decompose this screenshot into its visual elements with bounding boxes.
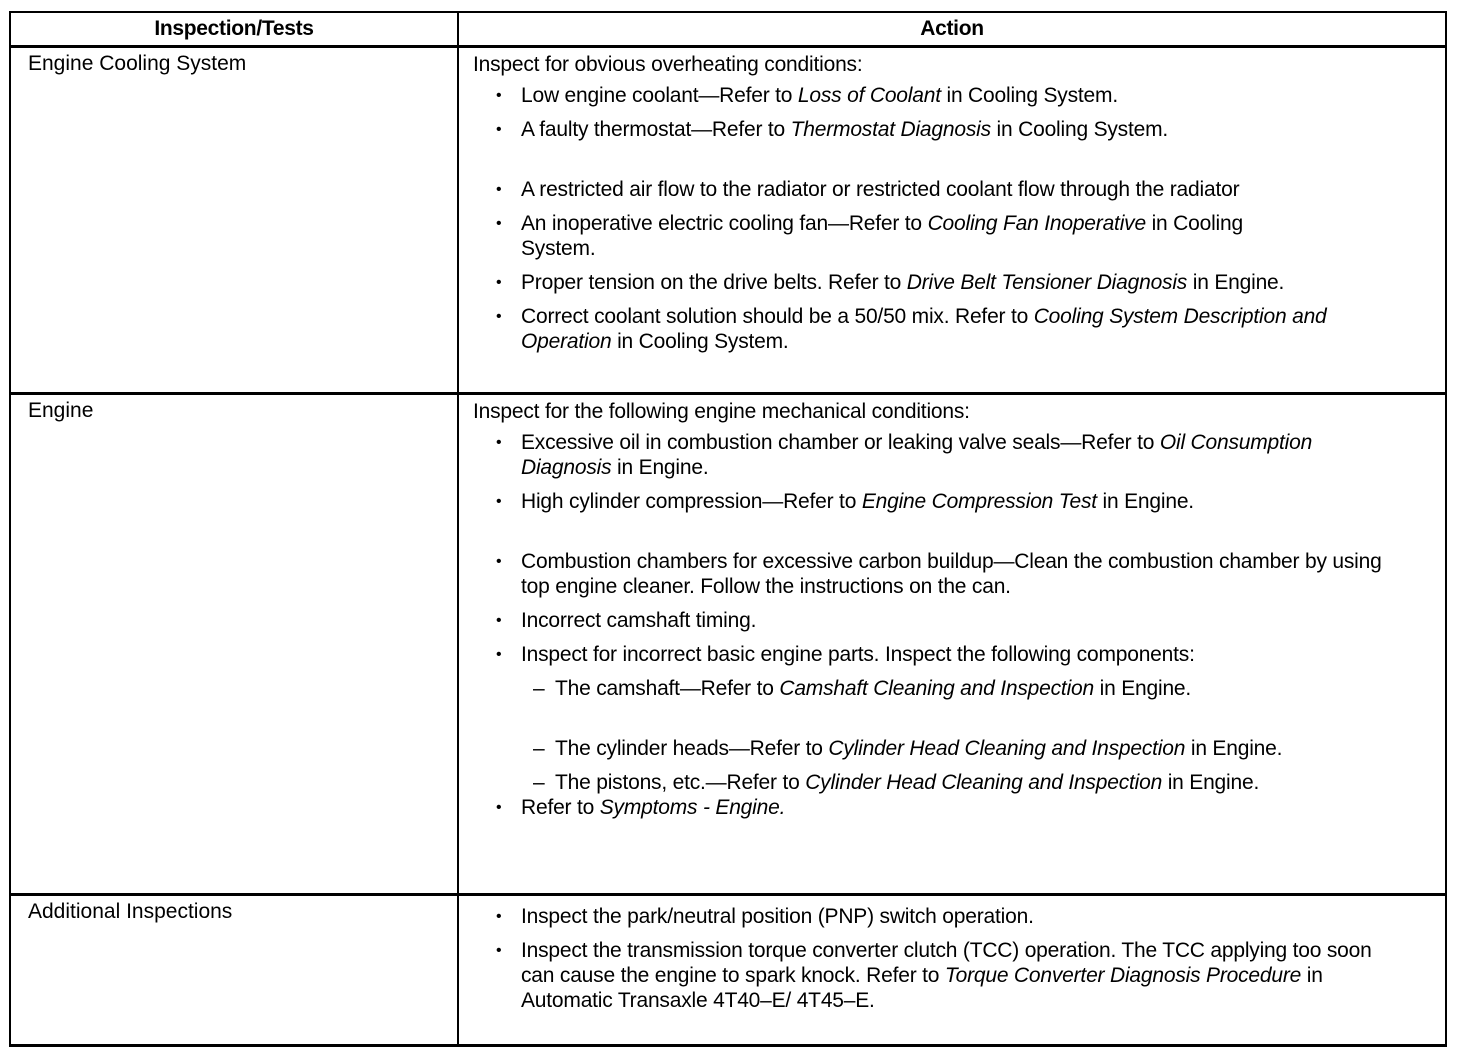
header-action: Action <box>458 12 1446 47</box>
component-sublist <box>521 676 1437 795</box>
action-list <box>473 904 1437 1013</box>
sublist-item: – The cylinder heads—Refer to Cylinder Head Cleaning and Inspection in Engine. <box>533 737 1283 760</box>
bullet-icon: • <box>496 215 502 232</box>
reference-link: Camshaft Cleaning and Inspection <box>779 677 1094 700</box>
action-cell <box>458 895 1446 1046</box>
list-item: • Refer to Symptoms - Engine. <box>496 796 786 819</box>
table-row <box>10 895 1446 1046</box>
action-intro: Inspect for the following engine mechanical conditions: <box>473 400 970 423</box>
list-item: • Proper tension on the drive belts. Refer to Drive Belt Tensioner Diagnosis in Engine. <box>496 271 1285 294</box>
bullet-icon: • <box>496 908 502 925</box>
bullet-icon: • <box>496 181 502 198</box>
bullet-icon: • <box>496 942 502 959</box>
sublist-item: – The camshaft—Refer to Camshaft Cleaning and Inspection in Engine. <box>533 677 1192 700</box>
sublist-item: – The pistons, etc.—Refer to Cylinder Head Cleaning and Inspection in Engine. <box>533 771 1260 794</box>
list-item: • Incorrect camshaft timing. <box>496 609 757 632</box>
bullet-icon: • <box>496 87 502 104</box>
dash-icon: – <box>533 677 545 700</box>
table-row <box>10 47 1446 394</box>
inspection-table <box>9 11 1447 1047</box>
header-inspection-tests: Inspection/Tests <box>10 12 458 47</box>
list-item: • Correct coolant solution should be a 50/50 mix. Refer to Cooling System Description and Operation in Cooling System. <box>496 305 1327 353</box>
action-intro: Inspect for obvious overheating conditions: <box>473 53 863 76</box>
bullet-icon: • <box>496 493 502 510</box>
bullet-icon: • <box>496 553 502 570</box>
reference-link: Cooling System Description and Operation <box>521 305 1327 353</box>
dash-icon: – <box>533 771 545 794</box>
bullet-icon: • <box>496 799 502 816</box>
list-item: • Excessive oil in combustion chamber or leaking valve seals—Refer to Oil Consumption Diagnosis in Engine. <box>496 431 1313 479</box>
reference-link: Cylinder Head Cleaning and Inspection <box>828 737 1186 760</box>
list-item: • A faulty thermostat—Refer to Thermostat Diagnosis in Cooling System. <box>496 118 1169 141</box>
list-item: • High cylinder compression—Refer to Engine Compression Test in Engine. <box>496 490 1194 513</box>
dash-icon: – <box>533 737 545 760</box>
inspection-cell: Engine Cooling System <box>10 47 458 394</box>
reference-link: Cooling Fan Inoperative <box>927 212 1146 235</box>
table-row <box>10 394 1446 895</box>
action-cell <box>458 394 1446 895</box>
action-cell <box>458 47 1446 394</box>
reference-link: Cylinder Head Cleaning and Inspection <box>805 771 1163 794</box>
list-item: • Low engine coolant—Refer to Loss of Coolant in Cooling System. <box>496 84 1118 107</box>
list-item: • Inspect for incorrect basic engine parts. Inspect the following components: – The camshaft—Refer to Camshaft Cleaning and Inspection in Engine. – The cylinder heads—Refer to Cylinder Head Cleaning and Inspection in Engine. – The pistons, etc.—Refer to Cylinder Head Cleaning and Inspection in Engine. <box>473 642 1437 795</box>
reference-link: Loss of Coolant <box>797 84 941 107</box>
list-item: • A restricted air flow to the radiator or restricted coolant flow through the radiator <box>496 178 1240 201</box>
bullet-icon: • <box>496 308 502 325</box>
action-list <box>473 83 1437 354</box>
inspection-cell: Additional Inspections <box>10 895 458 1046</box>
bullet-icon: • <box>496 612 502 629</box>
reference-link: Drive Belt Tensioner Diagnosis <box>906 271 1188 294</box>
bullet-icon: • <box>496 646 502 663</box>
list-item: • Inspect the park/neutral position (PNP) switch operation. <box>496 905 1034 928</box>
reference-link: Engine Compression Test <box>861 490 1097 513</box>
reference-link: Thermostat Diagnosis <box>790 118 991 141</box>
list-item: • An inoperative electric cooling fan—Refer to Cooling Fan Inoperative in Cooling System. <box>496 212 1243 260</box>
bullet-icon: • <box>496 121 502 138</box>
list-item: • Combustion chambers for excessive carbon buildup—Clean the combustion chamber by using top engine cleaner. Follow the instructions on the can. <box>496 550 1382 598</box>
reference-link: Oil Consumption Diagnosis <box>521 431 1313 479</box>
list-item: • Inspect the transmission torque converter clutch (TCC) operation. The TCC applying too soon can cause the engine to spark knock. Refer to Torque Converter Diagnosis Procedure in Automatic Transaxle 4T40–E/ 4T45–E. <box>496 939 1372 1012</box>
action-list <box>473 430 1437 820</box>
bullet-icon: • <box>496 274 502 291</box>
table-header-row <box>10 12 1446 47</box>
reference-link: Torque Converter Diagnosis Procedure <box>944 964 1302 987</box>
bullet-icon: • <box>496 434 502 451</box>
reference-link: Symptoms - Engine. <box>599 796 786 819</box>
inspection-cell: Engine <box>10 394 458 895</box>
